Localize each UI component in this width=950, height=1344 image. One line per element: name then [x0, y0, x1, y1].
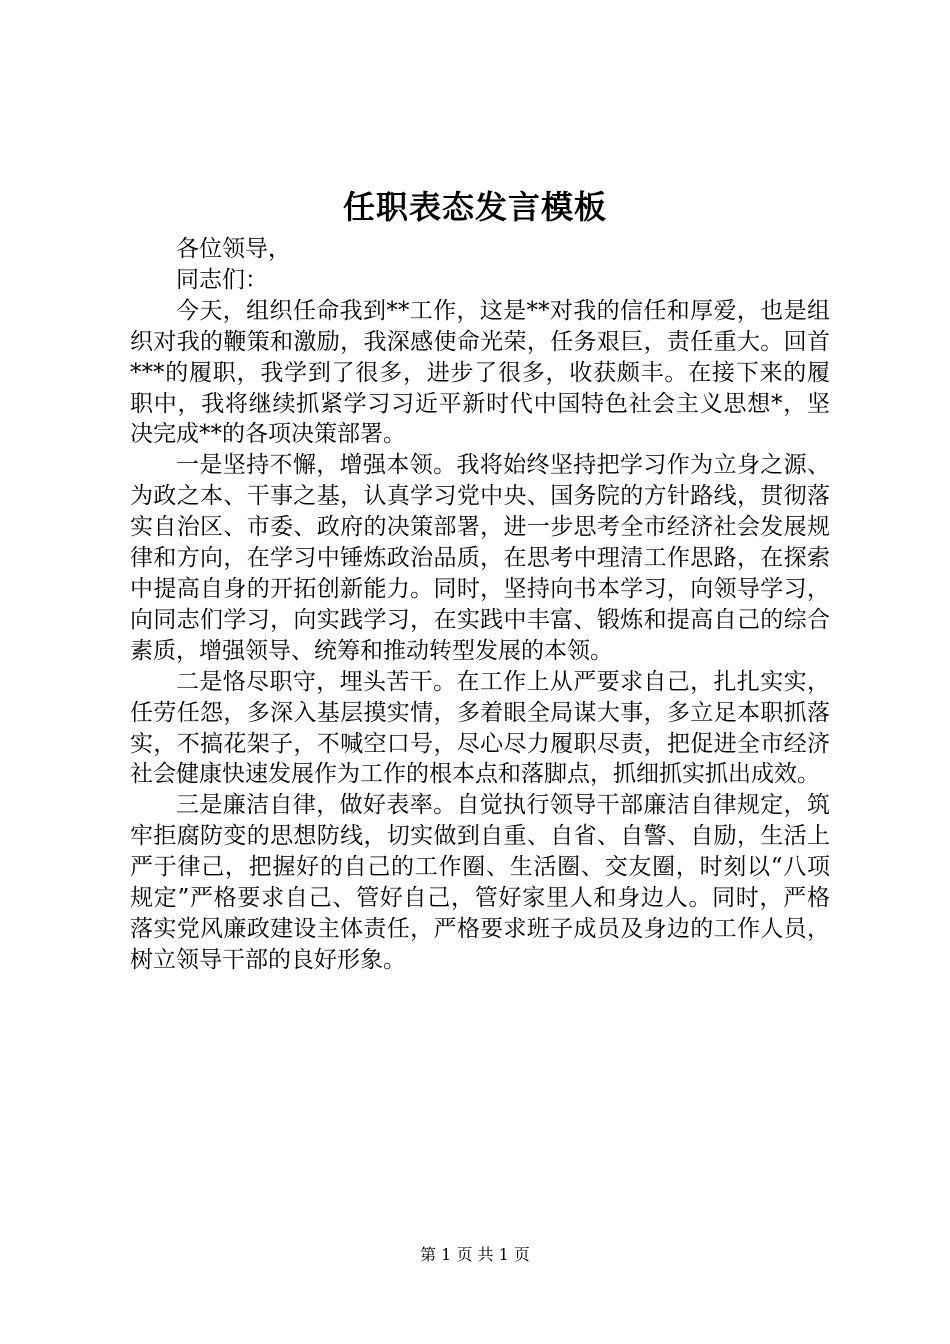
paragraph-point-three: 三是廉洁自律，做好表率。自觉执行领导干部廉洁自律规定，筑牢拒腐防变的思想防线，切实做到自重、自省、自警、自励，生活上严于律己，把握好的自己的工作圈、生活圈、交友圈，时刻以“八项规定”严格要求自己、管好自己，管好家里人和身边人。同时，严格落实党风廉政建设主体责任，严格要求班子成员及身边的工作人员，树立领导干部的良好形象。: [130, 792, 830, 973]
paragraph-point-one: 一是坚持不懈，增强本领。我将始终坚持把学习作为立身之源、为政之本、干事之基，认真学习党中央、国务院的方针路线，贯彻落实自治区、市委、政府的决策部署，进一步思考全市经济社会发展规律和方向，在学习中锤炼政治品质，在思考中理清工作思路，在探索中提高自身的开拓创新能力。同时，坚持向书本学习，向领导学习，向同志们学习，向实践学习，在实践中丰富、锻炼和提高自己的综合素质，增强领导、统筹和推动转型发展的本领。: [130, 452, 830, 664]
salutation-comrades: 同志们：: [176, 266, 268, 293]
document-body: [130, 234, 830, 976]
paragraph-point-two: 二是恪尽职守，埋头苦干。在工作上从严要求自己，扎扎实实，任劳任怨，多深入基层摸实情，多着眼全局谋大事，多立足本职抓落实，不搞花架子，不喊空口号，尽心尽力履职尽责，把促进全市经济社会健康快速发展作为工作的根本点和落脚点，抓细抓实抓出成效。: [130, 668, 830, 788]
paragraph-intro: 今天，组织任命我到**工作，这是**对我的信任和厚爱，也是组织对我的鞭策和激励，我深感使命光荣，任务艰巨，责任重大。回首***的履职，我学到了很多，进步了很多，收获颇丰。在接下来的履职中，我将继续抓紧学习习近平新时代中国特色社会主义思想*，坚决完成**的各项决策部署。: [130, 297, 830, 448]
page-number-footer: 第 1 页 共 1 页: [420, 1245, 530, 1264]
document-title: 任职表态发言模板: [342, 188, 607, 226]
salutation-leaders: 各位领导，: [176, 236, 291, 262]
